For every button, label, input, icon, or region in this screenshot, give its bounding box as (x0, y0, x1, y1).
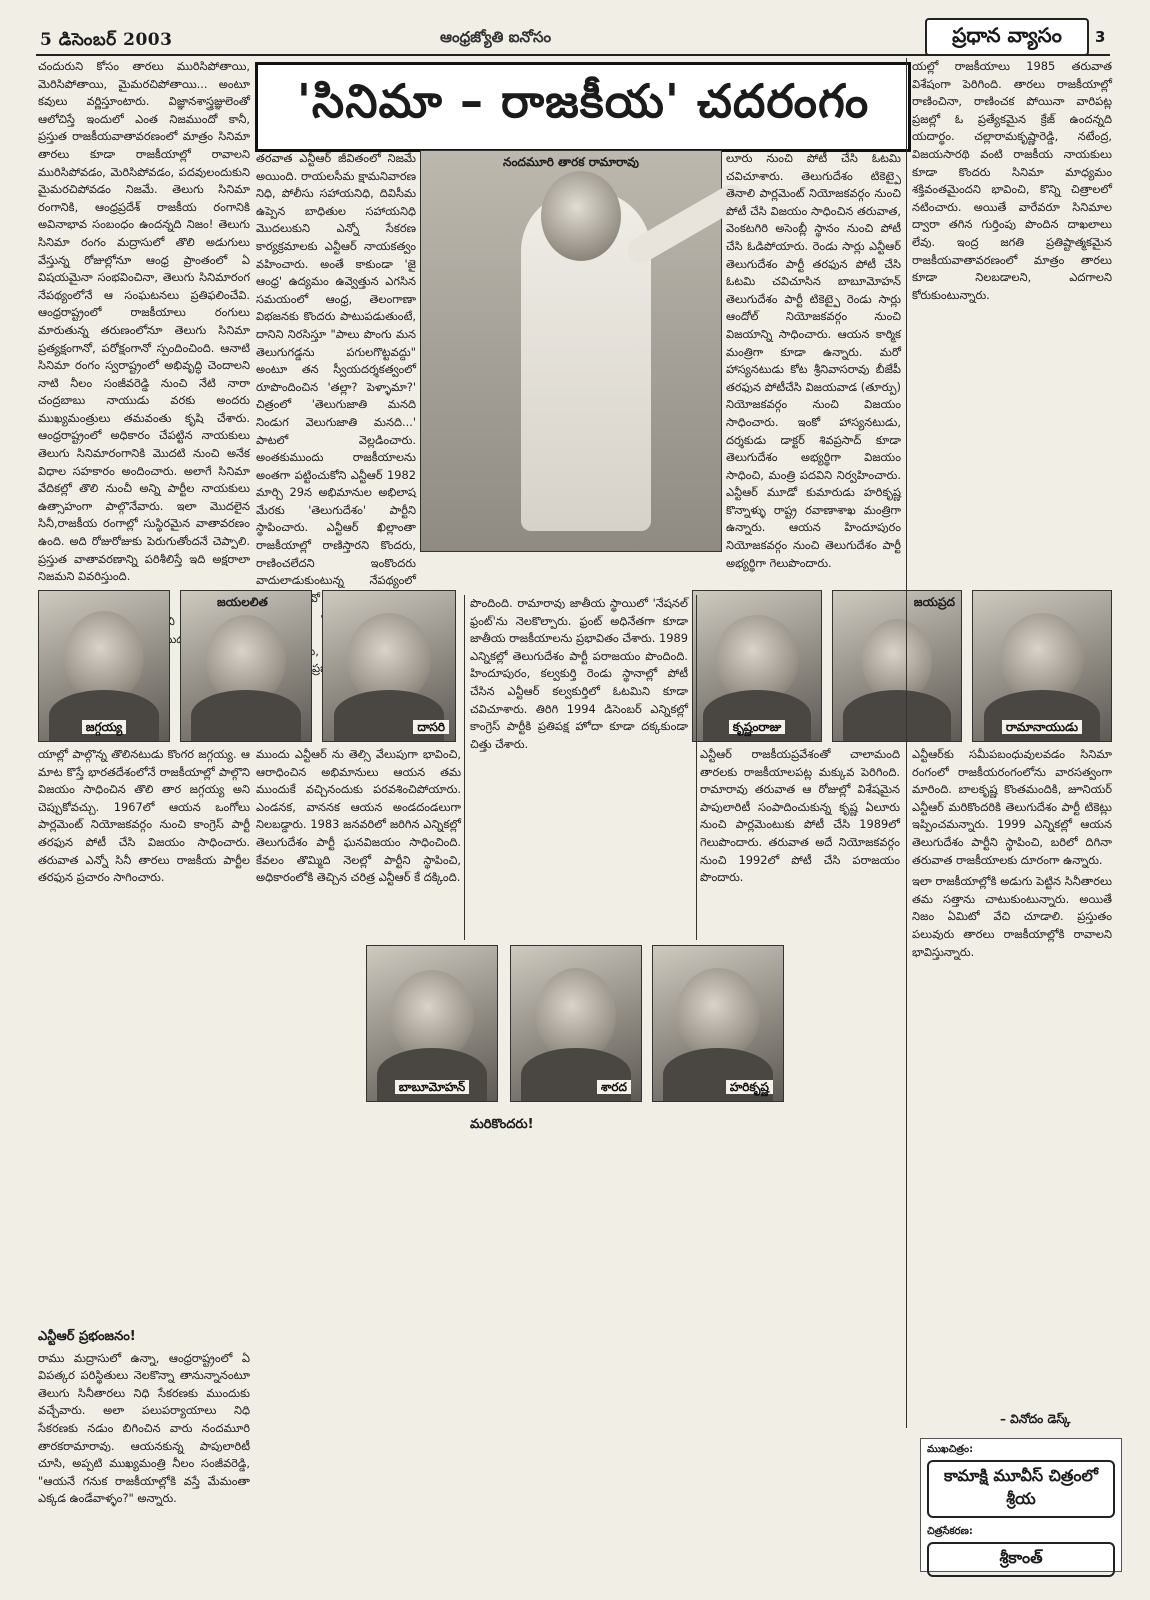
column-2-top (256, 150, 416, 588)
photo-harikrishna (652, 945, 784, 1102)
article-text: యల్లో రాజకీయాలు 1985 తరువాత విశేషంగా పెరిగింది. తారలు రాజకీయాల్లో రాణించినా, రాణించక పోయినా వారిపట్ల ప్రజల్లో ఓ ప్రత్యేకమైన క్రేజ్ ఉందన్నది యదార్థం. చల్లారామకృష్ణారెడ్డి, నటేంద్ర, విజయసారథి వంటి రాజకీయ నాయకులు కూడా కొందరు సినిమా మాధ్యమం శక్తివంతమైందని భావించి, కొన్ని చిత్రాలలో నటించారు. అయితే వారేవరూ సినిమాల ద్వారా తగిన గుర్తింపు పొందిన దాఖలాలు లేవు. ఇంద్ర జగతి ప్రతిష్టాత్మకమైన రాజకీయవాతావరణంలో మాత్రం తారలు కూడా నిలబడాలని, ఎదగాలని కోరుకుంటున్నారు. (912, 59, 1112, 302)
section-tag: ప్రధాన వ్యాసం (925, 18, 1089, 56)
caption-sharada: శారద (511, 1080, 631, 1097)
caption-babumohan: బాబూమోహన్ (367, 1080, 497, 1097)
column-rule (696, 595, 697, 940)
column-3b-mid (700, 746, 900, 941)
design-text: శ్రీకాంత్ (927, 1542, 1115, 1577)
ntr-photo (420, 150, 722, 552)
column-3-top (726, 150, 901, 595)
article-text: ఇలా రాజకీయాల్లోకి అడుగు పెట్టిన సినీతారలు తమ సత్తాను చాటుకుంటున్నారు. అయితే నిజం ఏమిటో వేచి చూడాలి. ప్రస్తుతం పలువురు తారలు రాజకీయాల్లోకి రావాలని భావిస్తున్నారు. (912, 874, 1112, 959)
caption-jayalalitha: జయలలిత (217, 595, 268, 609)
article-text: నటుడు... (155, 632, 200, 646)
article-text: ఎన్టీఆర్ రాజకీయప్రవేశంతో చాలామంది తారలకు రాజకీయాలపట్ల మక్కువ పెరిగింది. రామారావు తరువాత ఆ రోజుల్లో విశేషమైన పాపులారిటీ సంపాదించుకున్న కృష్ణ ఏలూరు నుంచి పార్లమెంటుకు పోటీ చేసి 1989లో గెలుపొందారు. తరువాత అదే నియోజకవర్గం నుంచి 1992లో పోటీ చేసి పరాజయం పొందారు. (700, 747, 900, 885)
page-number: 3 (1095, 28, 1106, 46)
column-rule (906, 58, 907, 1428)
design-label: చిత్రసేకరణ: (927, 1526, 973, 1537)
column-1-bottom (38, 1322, 250, 1572)
column-ntr-under (470, 555, 690, 595)
caption-jayaprada: జయప్రద (913, 595, 955, 609)
photo-babumohan (366, 945, 498, 1102)
photo-dasari (322, 590, 456, 742)
caption-harikrishna: హరికృష్ణ (653, 1080, 773, 1097)
photo-jayaprada (832, 590, 962, 742)
column-3c-bottom (700, 1110, 900, 1570)
photo-jaggayya (38, 590, 170, 742)
cover-text: కామాక్షి మూవీస్ చిత్రంలో శ్రీయ (927, 1460, 1115, 1518)
top-rule (36, 54, 1110, 56)
column-2-mid (256, 746, 461, 926)
article-text: ఎన్టీఆర్‌కు సమీపబంధువులవడం సినిమా రంగంలో రాజకీయరంగంలోను వారసత్వంగా మారింది. బాలకృష్ణ కొంతమందికి, జూనియర్ ఎన్టీఆర్ మరికొందరికి తెలుగుదేశం పార్టీ టికెట్లు ఇప్పించమన్నారు. 1999 ఎన్నికల్లో ఆయన తెలుగుదేశం పార్టీని స్థాపించి, బరిలో దిగినా తరువాత రాజకీయాలకు దూరంగా ఉన్నారు. (912, 747, 1112, 867)
caption-jaggayya: జగ్గయ్య (39, 720, 169, 737)
column-4-mid (912, 746, 1112, 1406)
column-rule (464, 595, 465, 940)
ntr-caption: నందమూరి తారక రామారావు (503, 155, 639, 169)
article-text: లూరు నుంచి పోటీ చేసి ఓటమి చవిచూశారు. తెలుగుదేశం టికెట్పై తెనాలి పార్లమెంట్ నియోజకవర్గం నుంచి పోటీ చేసి విజయం సాధించిన తరువాత, వెంకటగిరి అసెంబ్లీ స్థానం నుంచి పోటీ చేసి ఓడిపోయారు. రెండు సార్లు ఎన్టీఆర్ తెలుగుదేశం పార్టీ తరఫున పోటీ చేసి ఓటమి చవిచూసిన బాబూమోహన్ తెలుగుదేశం పార్టీ టికెట్పై రెండు సార్లు ఆందోల్ నియోజకవర్గం నుంచి విజయాన్ని సాధించారు. ఆయన కార్మిక మంత్రిగా కూడా ఉన్నారు. మరో హాస్యనటుడు కోట శ్రీనివాసరావు బీజేపీ తరఫున పోటీచేసి విజయవాడ (తూర్పు) నియోజకవర్గం నుంచి విజయం సాధించారు. ఇంకో హాస్యనటుడు, దర్శకుడు డాక్టర్ శివప్రసాద్ కూడా తెలుగుదేశం అభ్యర్థిగా విజయం సాధించి, మంత్రి పదవిని నిర్వహించారు. ఎన్టీఆర్ మూడో కుమారుడు హరికృష్ణ కొన్నాళ్ళు రాష్ట్ర రవాణాశాఖ మంత్రిగా ఉన్నారు. ఆయన హిందూపురం నియోజకవర్గం నుంచి తెలుగుదేశం పార్టీ అభ్యర్థిగా గెలుపొందారు. (726, 151, 901, 570)
photo-ramanaidu (972, 590, 1112, 742)
column-3-bottom (470, 1110, 692, 1570)
shoulders (191, 690, 300, 741)
column-1-mid (38, 746, 250, 1316)
shoulders (843, 690, 951, 741)
ntr-head (541, 171, 621, 261)
subhead-others: మరికొందరు! (470, 1117, 534, 1132)
article-text: పొందింది. రామారావు జాతీయ స్థాయిలో 'నేషనల్ ఫ్రంట్'ను నెలకొల్పారు. ఫ్రంట్ అధినేతగా కూడా జాతీయ రాజకీయాలను ప్రభావితం చేశారు. 1989 ఎన్నికల్లో తెలుగుదేశం పార్టీ పరాజయం పొందింది. హిందూపురం, కల్వకుర్తి రెండు స్థానాల్లో పోటీ చేసిన ఎన్టీఆర్ కల్వకుర్తిలో ఓటమిని కూడా చవిచూశారు. తిరిగి 1994 డిసెంబర్ ఎన్నికల్లో కాంగ్రెస్ పార్టీకి ప్రతిపక్ష హోదా కూడా దక్కకుండా చిత్తు చేశారు. (470, 596, 688, 751)
face (676, 968, 760, 1060)
date-line: 5 డిసెంబర్ 2003 (40, 30, 173, 50)
article-text: చందురుని కోసం తారలు మురిసిపోతాయి, మెరిసిపోతాయి, మైమరచిపోతాయి... అంటూ కవులు వర్ణిస్తూంటారు. విజ్ఞానశాస్త్రజ్ఞులెంతో ఆలోచిస్తే ఇందులో ఎంత నిజముందో కానీ, ప్రస్తుత రాజకీయవాతావరణంలో మాత్రం సినిమా తారలు కూడా రాజకీయాల్లో రావాలని మురిసిపోవడం, మెరిసిపోవడం, పదవులందుకుని మైమరచిపోవడం నిజమే. తెలుగు సినిమా రంగానికి, ఆంధ్రప్రదేశ్ రాజకీయ రంగానికి అవినాభావ సంబంధం ఉందన్నది నిజం! తెలుగు సినిమా రంగం మద్రాసులో తొలి అడుగులు వేస్తున్న రోజుల్లోనూ ఆంధ్ర ప్రాంతంలో ఏ విషయమైనా సంభవించినా, తెలుగు సినిమారంగ నేపథ్యంలోనే ఆ సంఘటనలు ప్రతిఫలించేవి. ఆంధ్రరాష్ట్రంలో రాజకీయాలు రంగులు మారుతున్న తరుణంలోనూ తెలుగు సినిమా ప్రత్యక్షంగానో, పరోక్షంగానో స్పందించింది. ఆనాటి సినిమా రంగం స్వరాష్ట్రంలో అభివృద్ధి చెందాలని నాటి నీలం సంజీవరెడ్డి నుంచి నేటి నారా చంద్రబాబు నాయుడు వరకు అందరు ముఖ్యమంత్రులు తమవంతు కృషి చేశారు. ఆంధ్రరాష్ట్రంలో అధికారం చేపట్టిన నాయకులు తెలుగు సినిమారంగానికి మొదటి నుంచి అనేక విధాల సహకారం అందించారు. అలాగే సినిమా వేదికల్లో తొలి నుంచీ అన్ని పార్టీల నాయకులు ఉత్సాహంగా పాల్గొనేవారు. ఇలా మొదలైన సినీ,రాజకీయ రంగాల్లో సుస్థిరమైన వాతావరణం ఉంది. అది రోజురోజుకు పెరుగుతోందనే చెప్పాలి. ప్రస్తుత వాతావరణాన్ని పరిశీలిస్తే ఇది అక్షరాలా నిజమని వివరిస్తుంది. (38, 59, 250, 584)
cover-label: ముఖచిత్రం: (927, 1444, 974, 1455)
column-3b-lower (790, 945, 900, 1105)
paper-name: ఆంధ్రజ్యోతి ఐనోసం (440, 28, 552, 46)
caption-ramanaidu: రామానాయుడు (973, 720, 1111, 737)
byline: – వినోదం డెస్క్ (1000, 1412, 1071, 1426)
article-text: యాల్లో పాల్గొన్న తొలినటుడు కొంగర జగ్గయ్య. ఆ మాట కొస్తే భారతదేశంలోనే రాజకీయాల్లో పాల్గొని విజయం సాధించిన తొలి తార జగ్గయ్య అని చెప్పుకోవచ్చు. 1967లో ఆయన ఒంగోలు పార్లమెంట్ నియోజకవర్గం నుంచి కాంగ్రెస్ పార్టీ తరఫున పోటీ చేసి విజయం సాధించారు. తరువాత ఎన్నో సినీ తారలు రాజకీయ పార్టీల తరఫున ప్రచారం సాగించారు. (38, 747, 250, 885)
caption-dasari: దాసరి (323, 720, 449, 737)
photo-jayalalitha (180, 590, 312, 742)
column-4-top (912, 58, 1112, 588)
credits-box (920, 1438, 1122, 1572)
photo-sharada (510, 945, 642, 1102)
article-text: ముందు ఎన్టీఆర్ ను తెల్సి వేలుపుగా భావించి, ఆరాధించిన అభిమానులు ఆయన తమ ముందుకే వచ్చినందుకు పరవశించిపోయారు. ఎండనక, వాననక ఆయన అండదండలుగా నిలబడ్డారు. 1983 జనవరిలో జరిగిన ఎన్నికల్లో తెలుగుదేశం పార్టీ ఘనవిజయం సాధించింది. కేవలం తొమ్మిది నెలల్లో పార్టీని స్థాపించి, అధికారంలోకి తెచ్చిన చరిత్ర ఎన్టీఆర్ కే దక్కింది. (256, 747, 461, 885)
article-text: తరవాత ఎన్టీఆర్ జీవితంలో నిజమే అయింది. రాయలసీమ క్షామనివారణ నిధి, పోలీసు సహాయనిధి, దివిసీమ ఉప్పెన బాధితుల సహాయనిధి మొదలుకుని ఎన్నో సేకరణ కార్యక్రమాలకు ఎన్టీఆర్ నాయకత్వం వహించారు. అంతే కాకుండా 'జై ఆంధ్ర' ఉద్యమం ఉవ్వెత్తున ఎగసిన సమయంలో ఆంధ్ర, తెలంగాణా విభజనకు కొందరు పాటుపడుతుంటే, దానిని నిరసిస్తూ "పాలు పొంగు మన తెలుగుగడ్డను పగులగొట్టవద్దు" అంటూ తన స్వీయదర్శకత్వంలో రూపొందించిన 'తల్లా? పెళ్ళామా?' చిత్రంలో 'తెలుగుజాతి మనది నిండుగ వెలుగుజాతి మనది...' పాటలో వెల్లడించారు. అంతకుముందు రాజకీయాలను అంతగా పట్టించుకోని ఎన్టీఆర్ 1982 మార్చి 29న అభిమానుల అభిలాష మేరకు 'తెలుగుదేశం' పార్టీని స్థాపించారు. ఎన్టీఆర్ ఖిల్లాంతా రాజకీయాల్లో రాణిస్తారని కొందరు, రాణించలేదని ఇంకొందరు వాదులాడుకుంటున్న నేపథ్యంలో (256, 151, 416, 588)
column-2-lower (256, 935, 361, 1105)
article-text: రాము మద్రాసులో ఉన్నా, ఆంధ్రరాష్ట్రంలో ఏ విపత్కర పరిస్థితులు నెలకొన్నా తానున్నానంటూ తెలుగు సినీతారలు నిధి సేకరణకు ముందుకు వచ్చేవారు. అలా పలుపర్యాయాలు నిధి సేకరణకు నడుం బిగించిన వారు నందమూరి తారకరామారావు. ఆయనకున్న పాపులారిటీ చూసి, అప్పటి ముఖ్యమంత్రి నీలం సంజీవరెడ్డి, "ఆయనే గనుక రాజకీయాల్లోకి వస్తే మేమంతా ఎక్కడ ఉండేవాళ్ళం?" అన్నారు. (38, 1350, 250, 1506)
caption-krishnamraju: కృష్ణంరాజు (693, 720, 821, 737)
headline: 'సినిమా – రాజకీయ' చదరంగం (255, 62, 911, 152)
column-2-bottom (256, 1110, 461, 1570)
photo-krishnamraju (692, 590, 822, 742)
column-3-mid (470, 595, 688, 935)
subhead-ntr: ఎన్టీఆర్ ప్రభంజనం! (38, 1329, 136, 1344)
